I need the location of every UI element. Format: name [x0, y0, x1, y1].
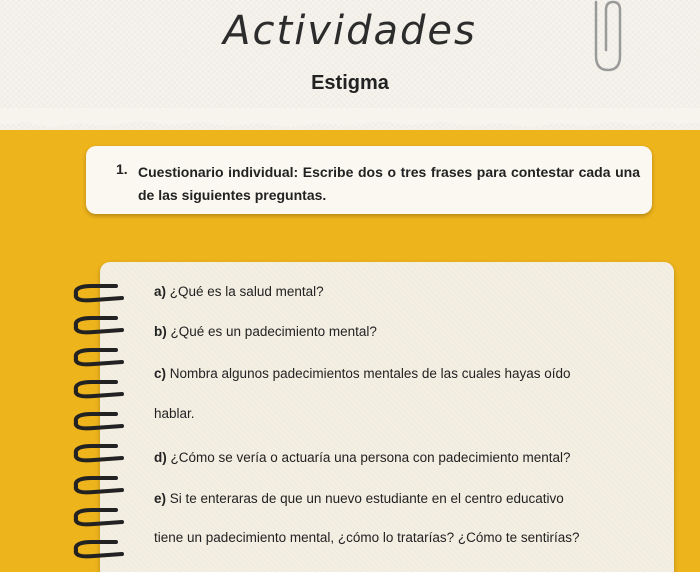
item-letter: a)	[154, 284, 167, 299]
list-item	[154, 284, 616, 299]
paperclip-icon	[580, 0, 630, 80]
item-letter: e)	[154, 491, 167, 506]
list-item	[154, 491, 616, 506]
list-item	[154, 366, 616, 381]
torn-edge	[0, 108, 700, 138]
item-text: ¿Cómo se vería o actuaría una persona con padecimiento mental?	[170, 450, 571, 465]
question-card	[86, 146, 652, 214]
page-subtitle: Estigma	[311, 72, 389, 94]
item-letter: c)	[154, 366, 167, 381]
question-number: 1.	[116, 161, 128, 177]
page-title: Actividades	[223, 8, 477, 54]
list-item	[154, 324, 616, 339]
item-letter: b)	[154, 324, 167, 339]
question-text: Cuestionario individual: Escribe dos o tres frases para contestar cada una de las siguientes preguntas.	[138, 164, 640, 203]
item-text: Nombra algunos padecimientos mentales de las cuales hayas oído	[169, 366, 571, 381]
item-text: Si te enteraras de que un nuevo estudiante en el centro educativo	[169, 491, 564, 506]
item-letter: d)	[154, 450, 167, 465]
list-item-continuation: hablar.	[154, 406, 195, 421]
item-text: ¿Qué es un padecimiento mental?	[170, 324, 377, 339]
list-item	[154, 450, 616, 465]
notebook-spiral	[70, 282, 130, 562]
item-text: ¿Qué es la salud mental?	[169, 284, 324, 299]
list-item-continuation: tiene un padecimiento mental, ¿cómo lo tratarías? ¿Cómo te sentirías?	[154, 530, 580, 545]
